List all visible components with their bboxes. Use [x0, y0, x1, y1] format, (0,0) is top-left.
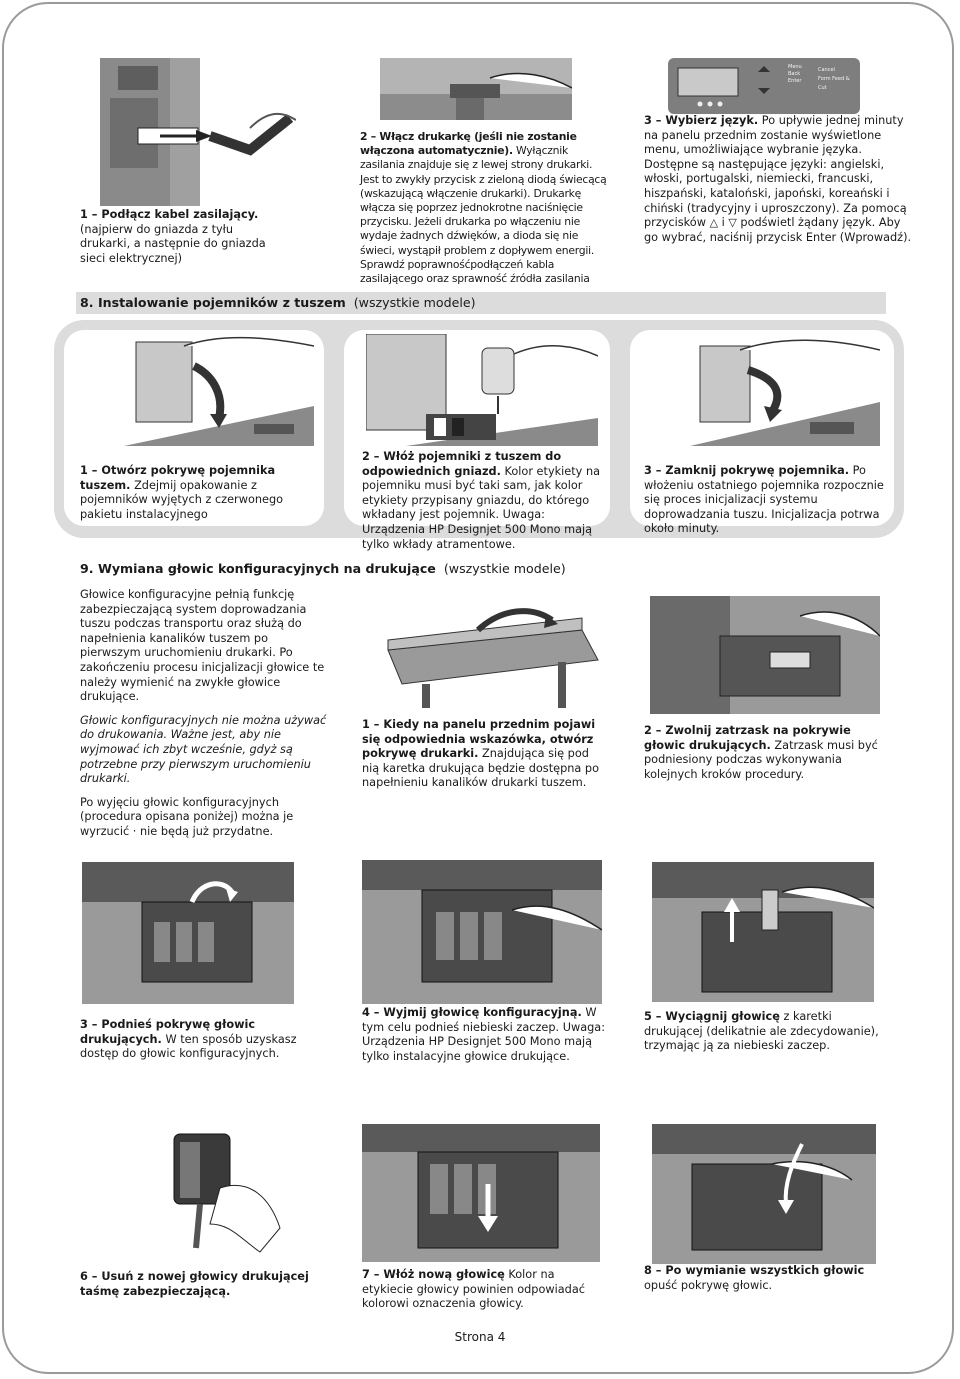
s9-step8-label: 8 – Po wymianie wszystkich głowic	[644, 1264, 865, 1277]
top-step2-text: Wyłącznik zasilania znajduje się z lewej strony drukarki. Jest to zwykły przycisk z zieloną diodą świecącą (wskazującą włączenie drukarki). Drukarkę włącza się poprzez jednokrotne naciśnięcie przycisku. Jeżeli drukarka po włączeniu nie wydaje żadnych dźwięków, a dioda się nie świeci, wystąpił problem z dopływem energii. Sprawdź poprawnośćpodłączeń kabla zasilającego oraz sprawność źródła zasilania	[360, 144, 607, 286]
top-step3-label: 3 – Wybierz język.	[644, 114, 759, 127]
s9-step6-label: 6 – Usuń z nowej głowicy drukującej taśmę zabezpieczającą.	[80, 1270, 309, 1298]
down-triangle-icon: ▽	[728, 216, 737, 230]
top-step1-text: (najpierw do gniazda z tyłu drukarki, a następnie do gniazda sieci elektrycznej)	[80, 222, 266, 265]
s9-step7-text: Kolor na etykiecie głowicy powinien odpowiadać kolorowi oznaczenia głowicy.	[362, 1268, 585, 1311]
section8-models: (wszystkie modele)	[353, 295, 476, 310]
s9-intro1: Głowice konfiguracyjne pełnią funkcję zabezpieczającą system doprowadzania tuszu podczas transportu oraz służą do napełnienia kanalików tuszem po pierwszym uruchomieniu drukarki. Po zakończeniu procesu inicjalizacji głowice te należy wymienić na zwykłe głowice drukujące.	[80, 588, 325, 704]
s9-step7-caption	[362, 1268, 604, 1312]
top-step2-caption	[360, 130, 610, 286]
illustration-open-ink-cover	[124, 336, 314, 446]
top-step1-label: 1 – Podłącz kabel zasilający.	[80, 208, 259, 221]
top-step3-caption	[644, 114, 912, 245]
s9-step4-caption	[362, 1006, 606, 1064]
s9-step1-label: 1 – Kiedy na panelu przednim pojawi się odpowiednia wskazówka, otwórz pokrywę drukarki.	[362, 718, 596, 761]
section9-title: Wymiana głowic konfiguracyjnych na drukujące	[97, 561, 436, 576]
s8-step3-caption	[644, 464, 884, 537]
s8-step1-caption	[80, 464, 320, 522]
up-triangle-icon: △	[709, 216, 719, 230]
s9-step5-caption	[644, 1010, 884, 1054]
illustration-open-printer-cover	[382, 600, 604, 708]
panel-button-labels-right	[818, 66, 858, 93]
s9-step2-text: Zatrzask musi być podniesiony podczas wykonywania kolejnych kroków procedury.	[644, 738, 878, 781]
s9-intro2: Głowic konfiguracyjnych nie można używać do drukowania. Ważne jest, aby nie wyjmować ich zbyt wcześnie, gdyż są potrzebne przy pierwszym uruchomieniu drukarki.	[80, 713, 327, 786]
panel-button-menu: Menu	[788, 64, 802, 70]
s9-step3-text: W ten sposób uzyskasz dostęp do głowic konfiguracyjnych.	[80, 1032, 297, 1061]
panel-button-formfeed: Form Feed & Cut	[818, 76, 850, 91]
s8-step1-label: 1 – Otwórz pokrywę pojemnika tuszem.	[80, 464, 276, 492]
section9-models: (wszystkie modele)	[443, 561, 566, 576]
section8-title: Instalowanie pojemników z tuszem	[97, 295, 346, 310]
s8-step3-label: 3 – Zamknij pokrywę pojemnika.	[644, 464, 850, 477]
s9-step6-caption	[80, 1270, 320, 1299]
illustration-power-cable	[100, 58, 296, 206]
section8-header	[76, 292, 886, 314]
illustration-power-switch	[380, 58, 572, 120]
illustration-pull-head	[652, 862, 874, 1002]
s9-step8-text: opuść pokrywę głowic.	[644, 1278, 773, 1292]
section9-number: 9.	[80, 561, 94, 576]
s8-step1-text: Zdejmij opakowanie z pojemników wyjętych z czerwonego pakietu instalacyjnego	[80, 478, 284, 521]
panel-button-back: Back	[788, 71, 801, 77]
illustration-insert-new-head	[362, 1124, 600, 1262]
s8-step3-text: Po włożeniu ostatniego pojemnika rozpocznie się proces inicjalizacji systemu doprowadzania tuszu. Inicjalizacja potrwa około minuty.	[644, 464, 884, 536]
top-step3-and: i	[721, 216, 725, 230]
top-step3-text-a: Po upływie jednej minuty na panelu przednim zostanie wyświetlone menu, umożliwiające wybranie języka. Dostępne są następujące języki: angielski, włoski, portugalski, niemiecki, francuski, hiszpański, kataloński, japoński, koreański i chiński (tradycyjny i uproszczony). Za pomocą przycisków	[644, 114, 907, 230]
s9-intro3: Po wyjęciu głowic konfiguracyjnych (procedura opisana poniżej) można je wyrzucić · nie będą już przydatne.	[80, 795, 294, 838]
s9-intro	[80, 588, 330, 849]
s8-step2-caption	[362, 450, 606, 552]
s8-step2-text: Kolor etykiety na pojemniku musi być taki sam, jak kolor etykiety przypisany gniazdu, do którego wkładany jest pojemnik. Uwaga: Urządzenia HP Designjet 500 Mono mają tylko wkłady atramentowe.	[362, 464, 601, 551]
s9-step1-text: Znajdująca się pod nią karetka drukująca będzie dostępna po napełnieniu kanalików drukarki tuszem.	[362, 747, 600, 790]
illustration-remove-setup-head	[362, 860, 602, 1004]
s9-step3-caption	[80, 1018, 320, 1062]
illustration-insert-ink	[366, 334, 598, 446]
s8-step2-label: 2 – Włóż pojemniki z tuszem do odpowiednich gniazd.	[362, 450, 562, 478]
page-number: Strona 4	[454, 1330, 506, 1344]
top-step1-caption	[80, 208, 280, 266]
s9-step7-label: 7 – Włóż nową głowicę	[362, 1268, 505, 1281]
panel-button-cancel: Cancel	[818, 67, 835, 73]
s9-step2-label: 2 – Zwolnij zatrzask na pokrywie głowic drukujących.	[644, 724, 851, 752]
s9-step5-text: z karetki drukującej (delikatnie ale zdecydowanie), trzymając ją za niebieski zaczep.	[644, 1010, 879, 1053]
s9-step4-label: 4 – Wyjmij głowicę konfiguracyjną.	[362, 1006, 582, 1019]
top-step2-label: 2 – Włącz drukarkę (jeśli nie zostanie włączona automatycznie).	[360, 130, 577, 158]
s9-step3-label: 3 – Podnieś pokrywę głowic drukujących.	[80, 1018, 256, 1046]
s9-step8-caption	[644, 1264, 884, 1293]
section8-number: 8.	[80, 295, 94, 310]
top-step3-text-b: podświetl żądany język. Aby go wybrać, naciśnij przycisk Enter (Wprowadź).	[644, 216, 912, 244]
illustration-lift-cover	[82, 862, 294, 1004]
s9-step4-text: W tym celu podnieś niebieski zaczep. Uwaga: Urządzenia HP Designjet 500 Mono mają tylko instalacyjne głowice drukujące.	[362, 1006, 606, 1063]
illustration-close-ink-cover	[690, 336, 880, 446]
panel-button-enter: Enter	[788, 78, 802, 84]
illustration-close-head-cover	[652, 1124, 876, 1264]
s9-step5-label: 5 – Wyciągnij głowicę	[644, 1010, 780, 1023]
section9-header	[76, 558, 886, 580]
s9-step2-caption	[644, 724, 884, 782]
illustration-release-latch	[650, 596, 880, 714]
s9-step1-caption	[362, 718, 604, 791]
illustration-remove-tape	[160, 1128, 290, 1258]
